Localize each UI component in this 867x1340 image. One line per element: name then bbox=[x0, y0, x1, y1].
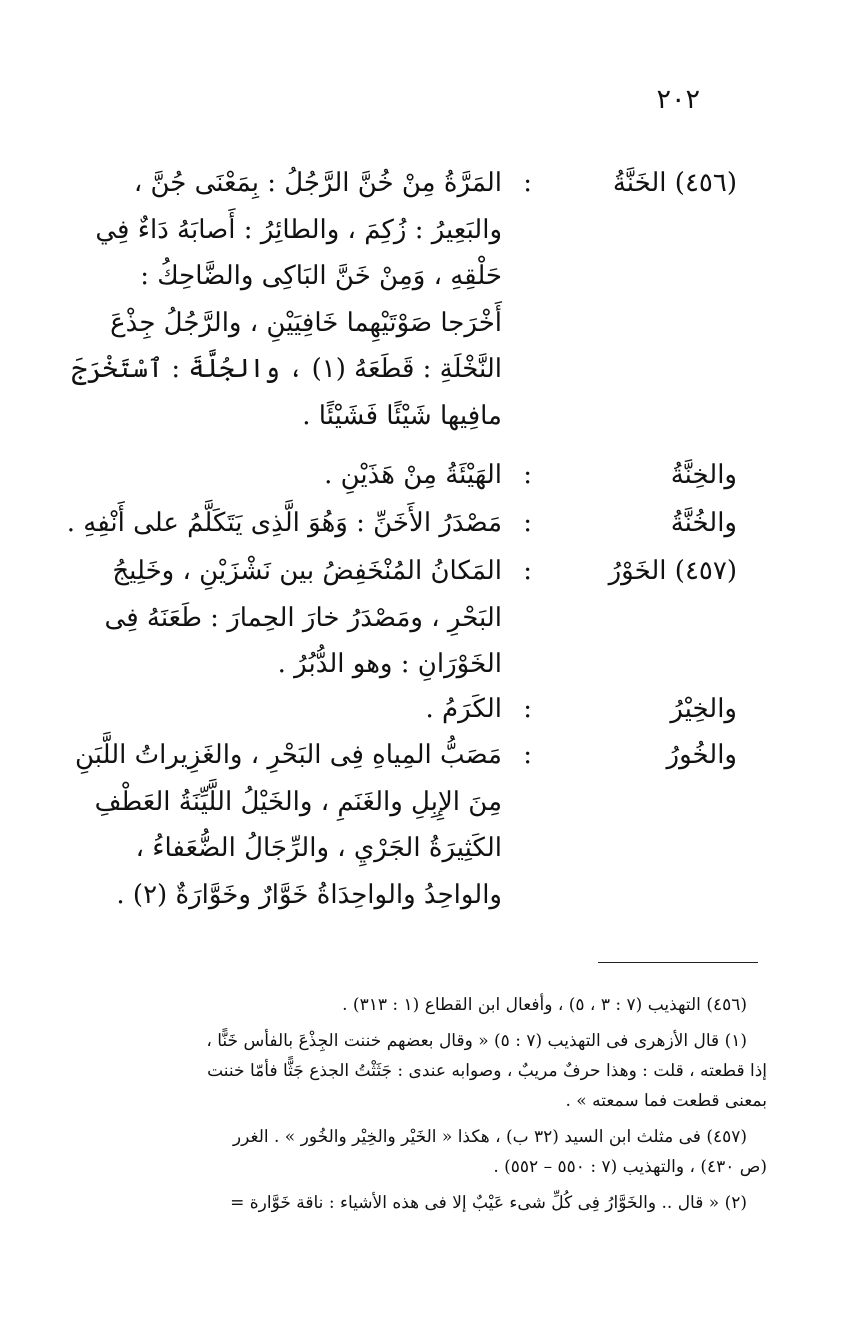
footnote-line: (٢) « قال .. والخَوَّارُ فِى كُلِّ شىء عَيْبٌ إلا فى هذه الأشياء : ناقة خَوَّارة = bbox=[230, 1193, 747, 1213]
entry-headword: والخِنَّةُ bbox=[670, 460, 737, 490]
definition-line: مَصَبُّ المِياهِ فِى البَحْرِ ، والغَزِيراتُ اللَّبَنِ bbox=[74, 740, 502, 770]
entry-colon: : bbox=[523, 740, 532, 770]
footnotes bbox=[88, 990, 767, 1224]
definition-line: المَكانُ المُنْخَفِضُ بين نَشْزَيْنِ ، وخَلِيجُ bbox=[112, 556, 502, 586]
footnote-line: (٤٥٧) فى مثلث ابن السيد (٣٢ ب) ، هكذا « الخَيْر والخِيْر والخُور » . الغرر bbox=[232, 1127, 747, 1147]
dictionary-entry bbox=[40, 548, 737, 688]
entry-colon: : bbox=[523, 694, 532, 724]
entry-definition bbox=[40, 452, 502, 499]
definition-line: الهَيْئَةُ مِنْ هَذَيْنِ . bbox=[324, 460, 502, 490]
entry-definition bbox=[40, 500, 502, 547]
definition-line: النَّخْلَةِ : قَطَعَهُ (١) ، والجُلَّةَ : ٱسْتَخْرَجَ bbox=[71, 354, 502, 384]
entry-definition bbox=[40, 548, 502, 688]
page-number: ٢٠٢ bbox=[656, 84, 700, 115]
definition-line: مِنَ الإِبِلِ والغَنَمِ ، والخَيْلُ اللَّيِّنَةُ العَطْفِ bbox=[94, 786, 502, 817]
footnote bbox=[88, 1188, 767, 1218]
definition-line: والواحِدُ والواحِدَاةُ خَوَّارٌ وخَوَّارَةٌ (٢) . bbox=[116, 879, 502, 910]
footnote-line: (٤٥٦) التهذيب (٧ : ٣ ، ٥) ، وأفعال ابن القطاع (١ : ٣١٣) . bbox=[342, 995, 747, 1015]
footnote bbox=[88, 990, 767, 1020]
footnote bbox=[88, 1122, 767, 1182]
dictionary-entry bbox=[40, 452, 737, 499]
definition-line: الكَرَمُ . bbox=[425, 694, 502, 724]
footnote-separator bbox=[598, 962, 758, 963]
dictionary-entry bbox=[40, 500, 737, 547]
entry-headword: والخُورُ bbox=[666, 740, 737, 770]
footnote-line: إذا قطعته ، قلت : وهذا حرفٌ مريبٌ ، وصوابه عندى : جَثَثْتُ الجذع جَثًّا فأمّا خننت bbox=[207, 1061, 767, 1081]
entry-definition bbox=[40, 686, 502, 733]
footnote bbox=[88, 1026, 767, 1116]
entry-colon: : bbox=[523, 460, 532, 490]
definition-line: حَلْقِهِ ، وَمِنْ خَنَّ البَاكِى والضَّاحِكُ : bbox=[140, 261, 502, 291]
entry-headword: (٤٥٦) الخَنَّةُ bbox=[612, 168, 737, 198]
dictionary-entry bbox=[40, 686, 737, 733]
definition-line: مافِيها شَيْئًا فَشَيْئًا . bbox=[302, 400, 502, 431]
entry-colon: : bbox=[523, 556, 532, 586]
definition-line: مَصْدَرُ الأَخَنِّ : وَهُوَ الَّذِى يَتَكَلَّمُ على أَنْفِهِ . bbox=[66, 508, 502, 538]
definition-line: البَحْرِ ، ومَصْدَرُ خارَ الحِمارَ : طَعَنَهُ فِى bbox=[104, 602, 502, 633]
entry-colon: : bbox=[523, 168, 532, 198]
entry-definition bbox=[40, 160, 502, 439]
entry-headword: والخُنَّةُ bbox=[670, 508, 737, 538]
entry-headword: (٤٥٧) الخَوْرُ bbox=[608, 556, 737, 586]
entry-headword: والخِيْرُ bbox=[670, 694, 737, 724]
dictionary-entry bbox=[40, 732, 737, 918]
entry-definition bbox=[40, 732, 502, 918]
dictionary-entry bbox=[40, 160, 737, 439]
definition-line: والبَعِيرُ : زُكِمَ ، والطائِرُ : أَصابَهُ دَاءٌ فِي bbox=[95, 214, 502, 245]
footnote-line: (ص ٤٣٠) ، والتهذيب (٧ : ٥٥٠ – ٥٥٢) . bbox=[493, 1157, 767, 1177]
definition-line: المَرَّةُ مِنْ خُنَّ الرَّجُلُ : بِمَعْنَى جُنَّ ، bbox=[133, 168, 502, 198]
footnote-line: (١) قال الأزهرى فى التهذيب (٧ : ٥) « وقال بعضهم خننت الجِذْعَ بالفأس خَنًّا ، bbox=[206, 1031, 747, 1051]
definition-line: الكَثِيرَةُ الجَرْيِ ، والرِّجَالُ الضُّعَفاءُ ، bbox=[135, 833, 502, 863]
entry-colon: : bbox=[523, 508, 532, 538]
footnote-line: بمعنى قطعت فما سمعته » . bbox=[565, 1091, 767, 1111]
definition-line: أَخْرَجا صَوْتَيْهِما خَافِيَيْنِ ، والرَّجُلُ جِذْعَ bbox=[110, 307, 502, 338]
definition-line: الخَوْرَانِ : وهو الدُّبُرُ . bbox=[277, 649, 502, 679]
